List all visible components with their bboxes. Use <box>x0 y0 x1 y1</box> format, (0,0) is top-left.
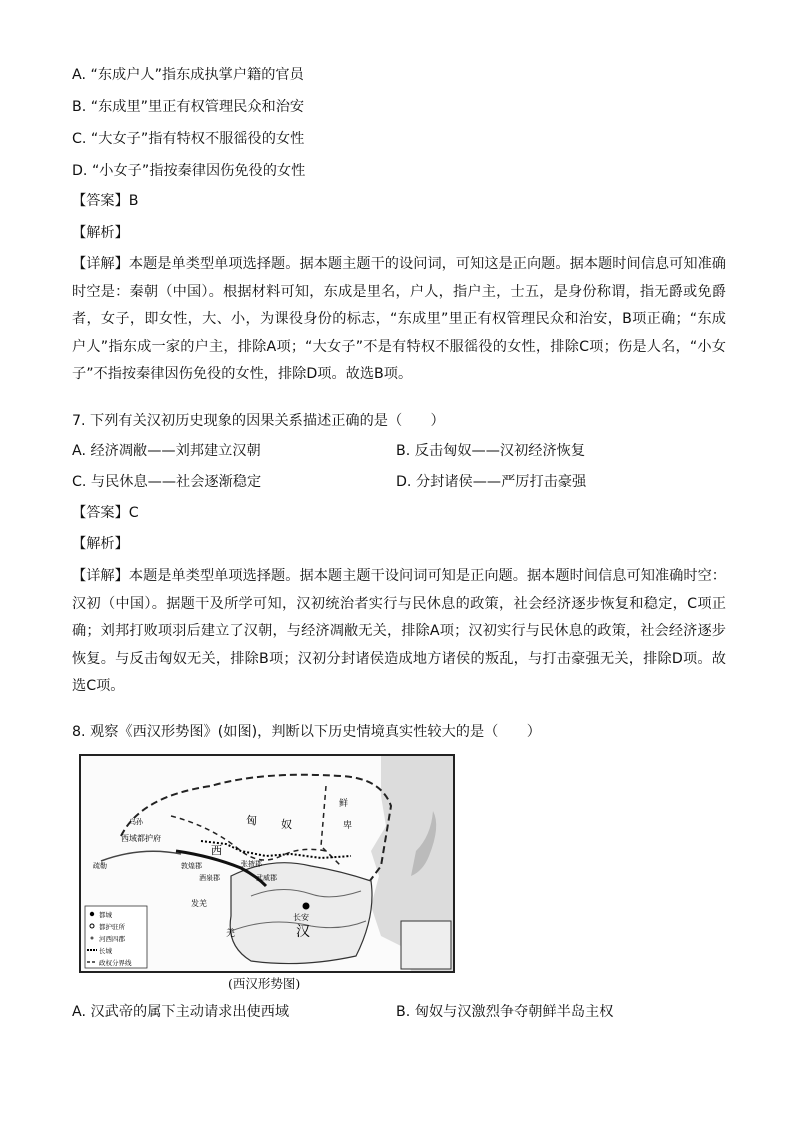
q6-analysis-heading: 【解析】 <box>72 225 129 241</box>
map-label-protectorate: 西域都护府 <box>121 834 161 843</box>
q7-option-b: B. 反击匈奴——汉初经济恢复 <box>396 443 586 459</box>
q7-stem: 7. 下列有关汉初历史现象的因果关系描述正确的是（ ） <box>72 413 445 429</box>
map-label-bei: 卑 <box>343 821 353 831</box>
map-label-jiuquan: 酒泉郡 <box>199 874 220 882</box>
inset-map <box>401 921 451 969</box>
map-label-dunhuang: 敦煌郡 <box>181 862 202 870</box>
legend-capital-symbol <box>90 912 94 916</box>
map-label-qiang: 羌 <box>226 929 236 939</box>
q6-option-a: A. “东成户人”指东成执掌户籍的官员 <box>72 67 304 83</box>
legend-wall: 长城 <box>99 947 112 955</box>
map-label-shule: 疏勒 <box>93 862 107 870</box>
great-wall <box>201 841 351 858</box>
q7-answer: 【答案】C <box>72 505 139 521</box>
map-label-zhangye: 张掖郡 <box>241 860 262 868</box>
map-label-wuwei: 武威郡 <box>256 874 277 882</box>
q7-analysis-heading: 【解析】 <box>72 536 129 552</box>
q7-option-a: A. 经济凋敝——刘邦建立汉朝 <box>72 443 261 459</box>
q6-option-d: D. “小女子”指按秦律因伤免役的女性 <box>72 163 306 179</box>
map-label-nu: 奴 <box>281 818 292 831</box>
q8-option-a: A. 汉武帝的属下主动请求出使西域 <box>72 1004 290 1020</box>
q7-detail: 【详解】本题是单类型单项选择题。据本题主题干设问词可知是正向题。据本题时间信息可知准确时空：汉初（中国）。据题干及所学可知，汉初统治者实行与民休息的政策，社会经济逐步恢复和稳定，C项正确；刘邦打败项羽后建立了汉朝，与经济凋敝无关，排除A项；汉初实行与民休息的政策，社会经济逐步恢复。与反击匈奴无关，排除B项；汉初分封诸侯造成地方诸侯的叛乱，与打击豪强无关，排除D项。故选C项。 <box>72 568 726 694</box>
q6-answer: 【答案】B <box>72 193 139 209</box>
map-label-xi: 西 <box>211 844 222 857</box>
map-label-han: 汉 <box>296 924 310 940</box>
q6-option-b: B. “东成里”里正有权管理民众和治安 <box>72 99 305 115</box>
map-label-xian: 鲜 <box>339 799 349 809</box>
silk-route <box>101 851 181 861</box>
q6-option-c: C. “大女子”指有特权不服徭役的女性 <box>72 131 305 147</box>
q6-detail: 【详解】本题是单类型单项选择题。据本题主题干的设问词，可知这是正向题。据本题时间信息可知准确时空是：秦朝（中国）。根据材料可知，东成是里名，户人，指户主，士五，是身份称谓，指无爵或免爵者，女子，即女性，大、小，为课役身份的标志，“东成里”里正有权管理民众和治安，B项正确；“东成户人”指东成一家的户主，排除A项；“大女子”不是有特权不服徭役的女性，排除C项；伤是人名，“小女子”不指按秦律因伤免役的女性，排除D项。故选B项。 <box>72 256 726 382</box>
map-label-faqiang: 发羌 <box>191 899 207 908</box>
map-label-wusun: 乌孙 <box>129 818 143 826</box>
q7-option-d: D. 分封诸侯——严厉打击豪强 <box>396 474 587 490</box>
legend-boundary: 政权分界线 <box>99 959 132 967</box>
legend-hexi: 河西四郡 <box>99 935 125 943</box>
q8-stem: 8. 观察《西汉形势图》(如图)，判断以下历史情境真实性较大的是（ ） <box>72 724 541 740</box>
q8-option-b: B. 匈奴与汉激烈争夺朝鲜半岛主权 <box>396 1004 614 1020</box>
changan-capital-marker <box>303 903 310 910</box>
xianbei-boundary <box>321 786 341 866</box>
legend-hexi-symbol <box>91 937 94 940</box>
western-han-map <box>79 754 455 973</box>
map-label-changan: 长安 <box>293 913 309 922</box>
q7-option-c: C. 与民休息——社会逐渐稳定 <box>72 474 262 490</box>
legend-protectorate: 都护驻所 <box>99 923 125 931</box>
map-label-xiong: 匈 <box>246 814 257 827</box>
map-caption: (西汉形势图) <box>228 976 301 991</box>
legend-capital: 都城 <box>99 911 112 919</box>
